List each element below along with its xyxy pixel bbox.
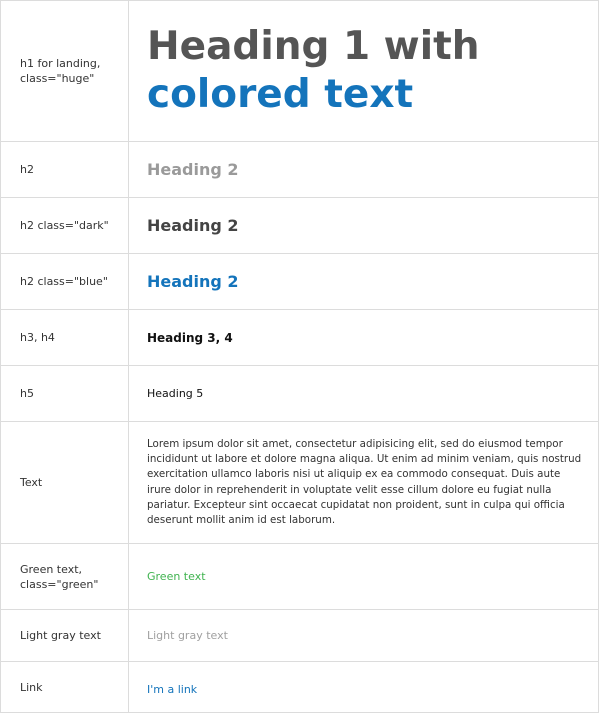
h3-h4-sample-cell: [129, 310, 599, 366]
green-text-sample-cell: [129, 544, 599, 610]
row-label: h2 class="blue": [1, 254, 129, 310]
h5-sample-cell: [129, 366, 599, 422]
row-h2-dark: [1, 198, 599, 254]
row-label: Link: [1, 662, 129, 713]
row-h2: [1, 142, 599, 198]
row-label: Light gray text: [1, 610, 129, 662]
row-h1-huge: [1, 1, 599, 142]
row-label: h2 class="dark": [1, 198, 129, 254]
row-label: h3, h4: [1, 310, 129, 366]
h1-heading-colored-text: colored text: [147, 72, 414, 117]
row-h5: [1, 366, 599, 422]
row-label: Text: [1, 422, 129, 544]
h2-blue-heading: Heading 2: [147, 272, 239, 291]
row-green-text: [1, 544, 599, 610]
h5-heading: Heading 5: [147, 387, 204, 400]
h1-heading: [147, 23, 584, 119]
h2-sample-cell: [129, 142, 599, 198]
h1-huge-sample: [129, 1, 599, 142]
link-sample-cell: [129, 662, 599, 713]
row-text: [1, 422, 599, 544]
h2-heading: Heading 2: [147, 160, 239, 179]
sample-link[interactable]: I'm a link: [147, 682, 198, 696]
h2-dark-sample-cell: [129, 198, 599, 254]
h1-heading-line1: Heading 1 with: [147, 24, 480, 69]
row-label: Green text, class="green": [1, 544, 129, 610]
row-label: h5: [1, 366, 129, 422]
body-text-paragraph: Lorem ipsum dolor sit amet, consectetur adipisicing elit, sed do eiusmod tempor incididunt ut labore et dolore magna aliqua. Ut enim ad minim veniam, quis nostrud exercitation ullamco laboris nisi ut aliquip ex ea commodo consequat. Duis aute irure dolor in reprehenderit in voluptate velit esse cillum dolore eu fugiat nulla pariatur. Excepteur sint occaecat cupidatat non proident, sunt in culpa qui officia deserunt mollit anim id est laborum.: [147, 437, 582, 527]
row-label: h2: [1, 142, 129, 198]
h2-dark-heading: Heading 2: [147, 216, 239, 235]
light-gray-text-sample-cell: [129, 610, 599, 662]
green-text: Green text: [147, 570, 206, 583]
light-gray-text: Light gray text: [147, 629, 228, 642]
text-sample-cell: [129, 422, 599, 544]
h3-h4-heading: Heading 3, 4: [147, 330, 233, 345]
row-h3-h4: [1, 310, 599, 366]
row-link: [1, 662, 599, 713]
row-light-gray-text: [1, 610, 599, 662]
row-h2-blue: [1, 254, 599, 310]
row-label: h1 for landing, class="huge": [1, 1, 129, 142]
h2-blue-sample-cell: [129, 254, 599, 310]
